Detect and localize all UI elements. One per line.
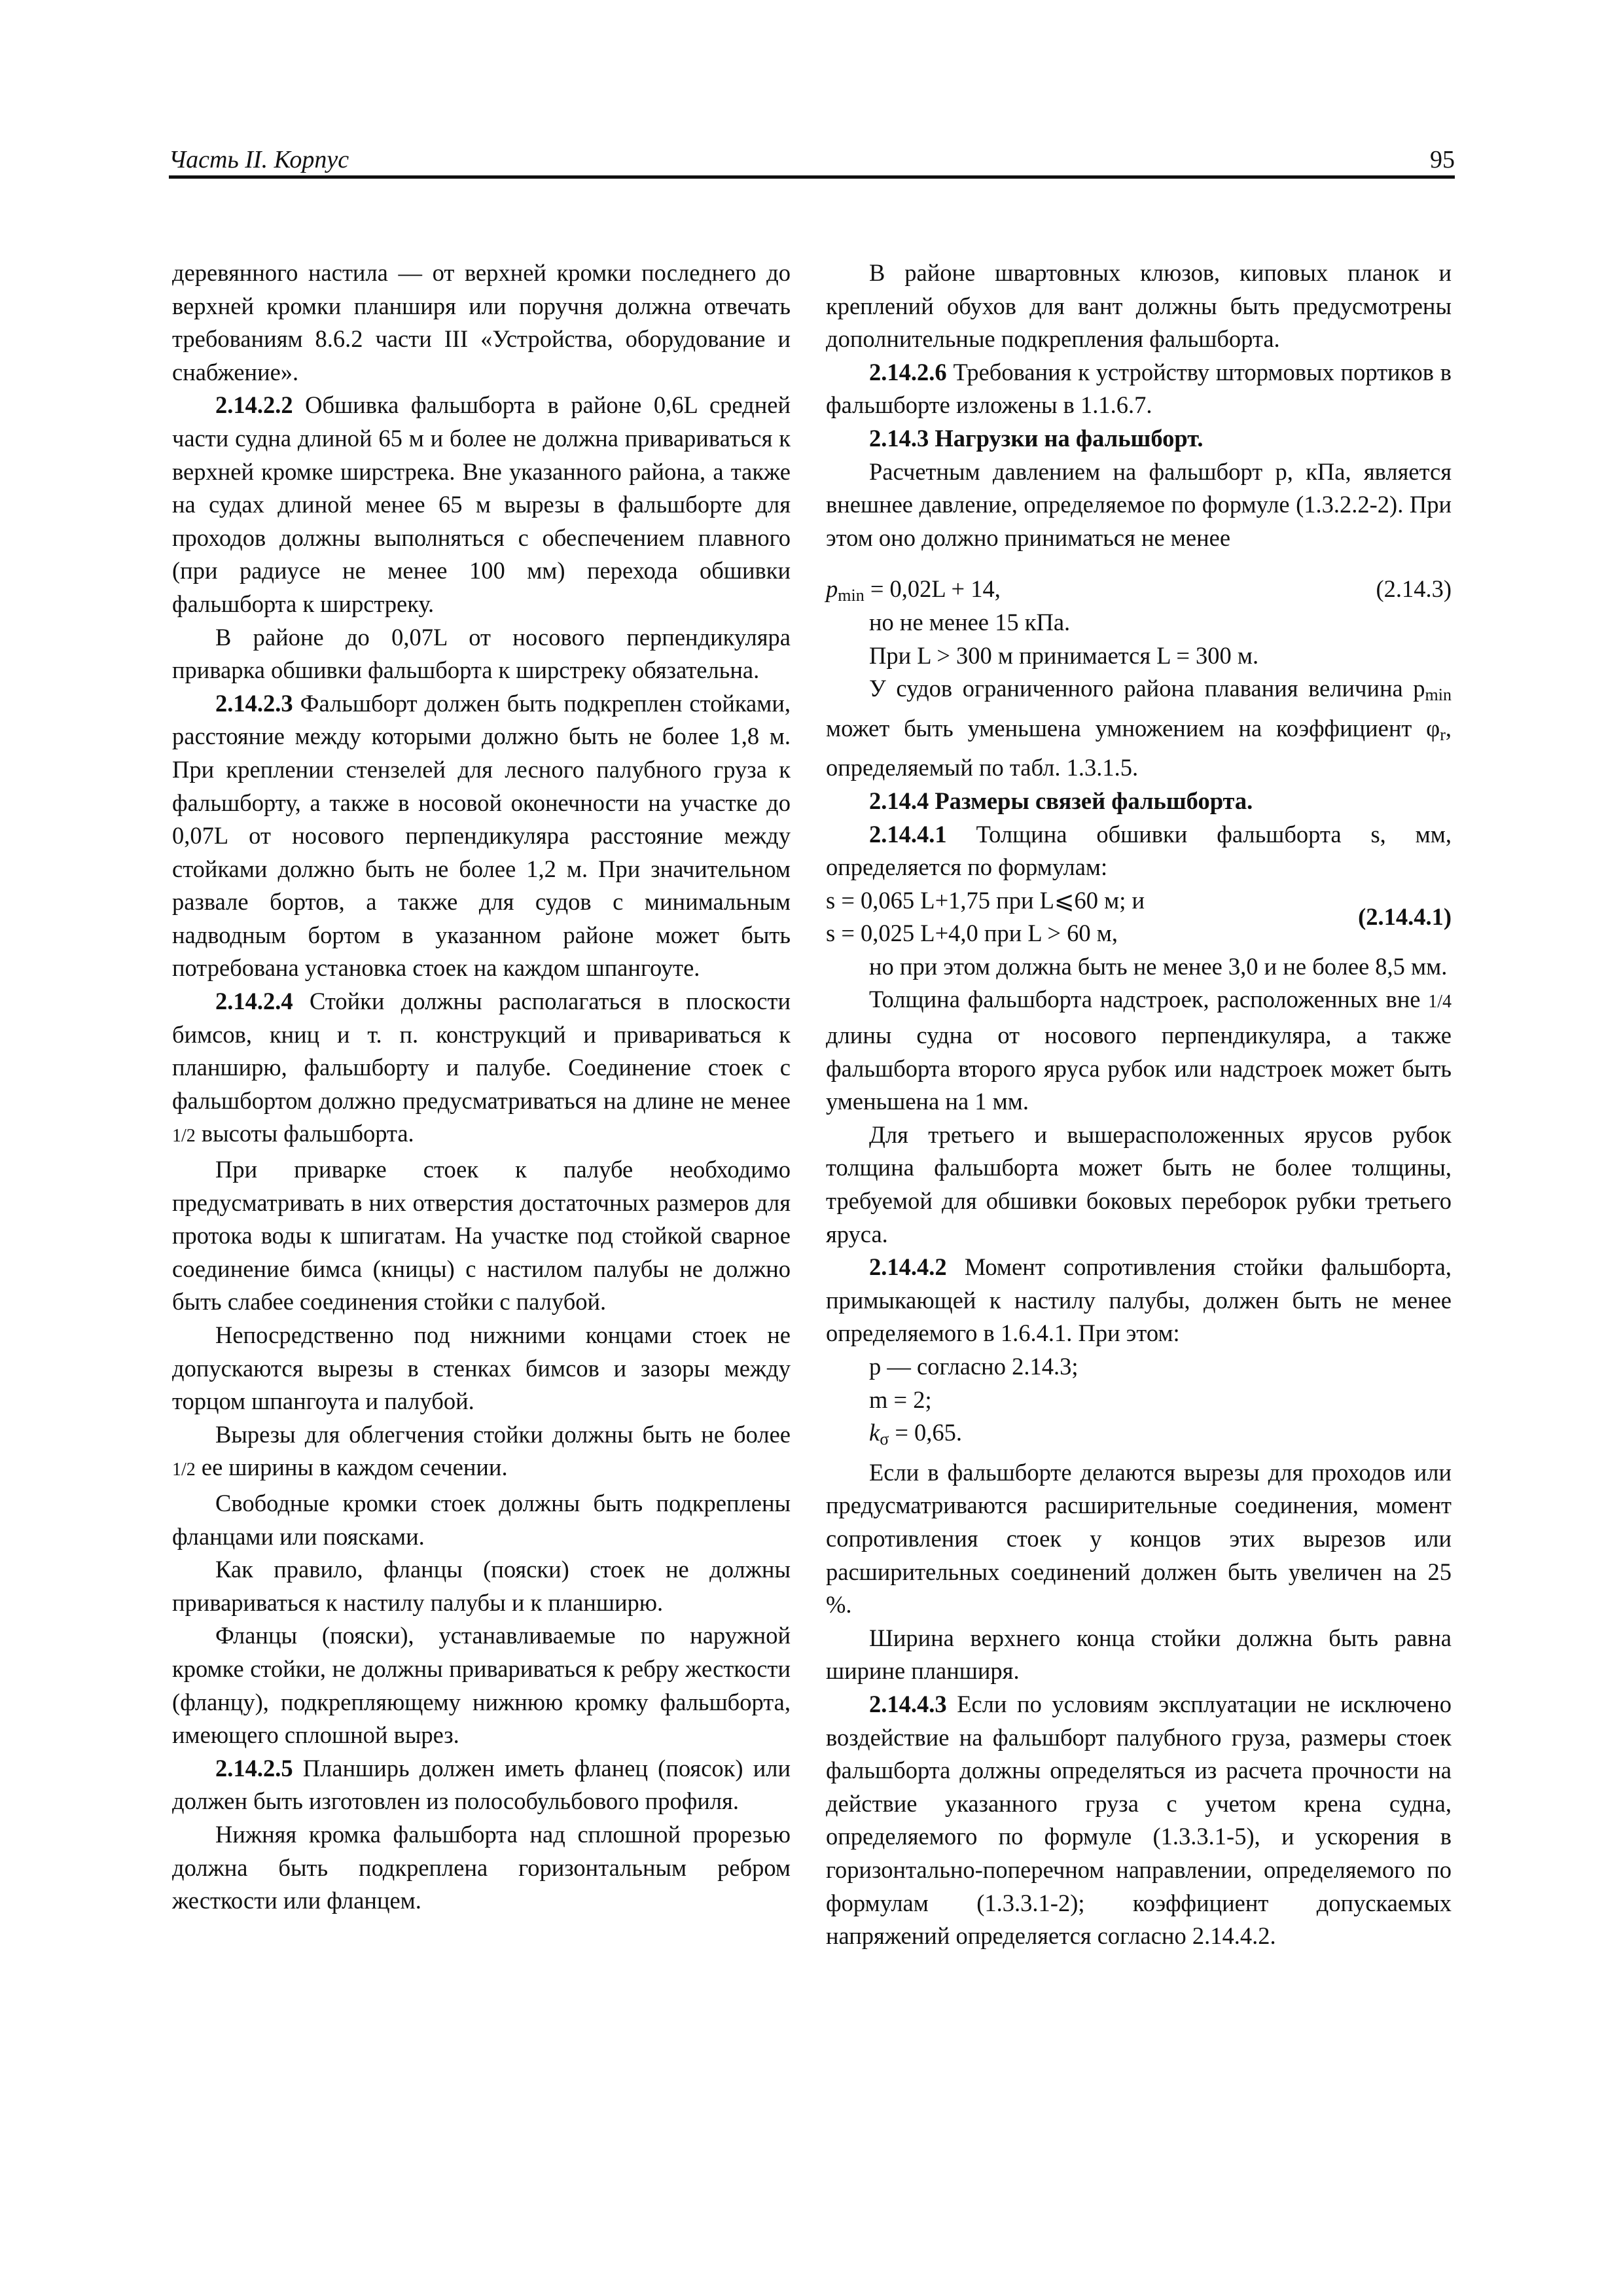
paragraph: Толщина фальшборта надстроек, расположенных вне 1/4 длины судна от носового перпендикуляра, а также фальшборта второго яруса рубок или надстроек может быть уменьшена на 1 мм.: [826, 986, 1452, 1115]
fraction: 1/2: [172, 1460, 196, 1480]
paragraph: Непосредственно под нижними концами стоек не допускаются вырезы в стенках бимсов и зазоры между торцом шпангоута и палубой.: [172, 1321, 791, 1415]
running-title: Часть II. Корпус: [169, 146, 349, 173]
section-number: 2.14.2.3: [215, 689, 293, 717]
section-number: 2.14.4.1: [869, 820, 947, 848]
section-2-14-2-3: 2.14.2.3 Фальшборт должен быть подкреплен стойками, расстояние между которыми должно быть не более 1,8 м. При креплении стензелей для лесного палубного груза к фальшборту, а также в носовой оконечности на участке до 0,07L от носового перпендикуляра расстояние между стойками должно быть не более 1,2 м. При значительном развале бортов, а также для судов с минимальным надводным бортом в указанном районе может быть потребована установка стоек на каждом шпангоуте.: [172, 689, 791, 982]
formula-number: (2.14.4.1): [1358, 903, 1452, 930]
paragraph: Вырезы для облегчения стойки должны быть не более 1/2 ее ширины в каждом сечении.: [172, 1420, 791, 1481]
paragraph: У судов ограниченного района плавания величина $p_{min}$ может быть уменьшена умножением на коэффициент $\varphi_r$, определяемый по табл. 1.3.1.5.: [826, 675, 1452, 781]
section-2-14-2-5: 2.14.2.5 Планширь должен иметь фланец (поясок) или должен быть изготовлен из полособульбового профиля.: [172, 1754, 791, 1815]
paragraph: Расчетным давлением на фальшборт p, кПа, является внешнее давление, определяемое по формуле (1.3.2.2-2). При этом оно должно приниматься не менее: [826, 457, 1452, 551]
formula-2-14-3: $p_{min} = 0,02L + 14$, (2.14.3): [826, 573, 1452, 606]
paragraph: При L > 300 м принимается L = 300 м.: [869, 641, 1259, 669]
paragraph: В районе швартовных клюзов, киповых планок и креплений обухов для вант должны быть предусмотрены дополнительные подкрепления фальшборта.: [826, 259, 1452, 353]
section-number: 2.14.2.6: [869, 358, 947, 386]
section-number: 2.14.2.4: [215, 988, 293, 1015]
paragraph: Нижняя кромка фальшборта над сплошной прорезью должна быть подкреплена горизонтальным ребром жесткости или фланцем.: [172, 1820, 791, 1914]
section-number: 2.14.4.3: [869, 1690, 947, 1717]
section-2-14-2-6: 2.14.2.6 Требования к устройству штормовых портиков в фальшборте изложены в 1.1.6.7.: [826, 358, 1452, 419]
section-2-14-2-2: 2.14.2.2 Обшивка фальшборта в районе 0,6L средней части судна длиной 65 м и более не должна привариваться к верхней кромке ширстрека. Вне указанного района, а также на судах длиной менее 65 м вырезы в фальшборте для проходов должны выполняться с обеспечением плавного (при радиусе не менее 100 мм) перехода обшивки фальшборта к ширстреку.: [172, 391, 791, 617]
fraction: 1/4: [1428, 992, 1452, 1013]
parameter-line: m = 2;: [869, 1386, 932, 1413]
paragraph: Для третьего и вышерасположенных ярусов рубок толщина фальшборта может быть не более толщины, требуемой для обшивки боковых переборок рубки третьего яруса.: [826, 1121, 1452, 1247]
parameter-line: $k_\sigma = 0,65$.: [869, 1419, 963, 1449]
paragraph: Свободные кромки стоек должны быть подкреплены фланцами или поясками.: [172, 1489, 791, 1550]
paragraph: В районе до 0,07L от носового перпендикуляра приварка обшивки фальшборта к ширстреку обязательна.: [172, 623, 791, 684]
formula-number: (2.14.3): [1376, 575, 1452, 603]
section-2-14-2-4: 2.14.2.4 Стойки должны располагаться в плоскости бимсов, книц и т. п. конструкций и привариваться к планширю, фальшборту и палубе. Соединение стоек с фальшбортом должно предусматриваться на длине не менее 1/2 высоты фальшборта.: [172, 988, 791, 1147]
section-number: 2.14.2.2: [215, 391, 293, 419]
fraction: 1/2: [172, 1126, 196, 1147]
paragraph: деревянного настила — от верхней кромки последнего до верхней кромки планширя или поручня должна отвечать требованиям 8.6.2 части III «Устройства, оборудование и снабжение».: [172, 259, 791, 386]
paragraph: но при этом должна быть не менее 3,0 и не более 8,5 мм.: [869, 952, 1448, 980]
section-number: 2.14.2.5: [215, 1754, 293, 1782]
section-2-14-4-3: 2.14.4.3 Если по условиям эксплуатации не исключено воздействие на фальшборт палубного груза, размеры стоек фальшборта должны определяться из расчета прочности на действие указанного груза с учетом крена судна, определяемого по формуле (1.3.3.1-5), и ускорения в горизонтально-поперечном направлении, определяемого по формулам (1.3.3.1-2); коэффициент допускаемых напряжений определяется согласно 2.14.4.2.: [826, 1690, 1452, 1950]
parameter-line: p — согласно 2.14.3;: [869, 1353, 1079, 1380]
section-2-14-4-2: 2.14.4.2 Момент сопротивления стойки фальшборта, примыкающей к настилу палубы, должен быть не менее определяемого в 1.6.4.1. При этом:: [826, 1253, 1452, 1347]
page-header: [169, 145, 1455, 179]
paragraph: При приварке стоек к палубе необходимо предусматривать в них отверстия достаточных размеров для протока воды к шпигатам. На участке под стойкой сварное соединение бимса (кницы) с настилом палубы не должно быть слабее соединения стойки с палубой.: [172, 1156, 791, 1316]
section-2-14-4-1: 2.14.4.1 Толщина обшивки фальшборта s, мм, определяется по формулам:: [826, 820, 1452, 881]
page-number: 95: [1430, 146, 1455, 173]
paragraph: Если в фальшборте делаются вырезы для проходов или предусматриваются расширительные соединения, момент сопротивления стоек у концов этих вырезов или расширительных соединений должен быть увеличен на 25 %.: [826, 1458, 1452, 1619]
paragraph: но не менее 15 кПа.: [869, 608, 1071, 636]
paragraph: Фланцы (пояски), устанавливаемые по наружной кромке стойки, не должны привариваться к ребру жесткости (фланцу), подкрепляющему нижнюю кромку фальшборта, имеющего сплошной вырез.: [172, 1622, 791, 1749]
formula-2-14-4-1: s = 0,065 L+1,75 при L⩽60 м; и s = 0,025 L+4,0 при L > 60 м, (2.14.4.1): [826, 886, 1452, 947]
right-column: [826, 257, 1452, 1953]
section-heading-2-14-4: 2.14.4 Размеры связей фальшборта.: [869, 787, 1253, 814]
paragraph: Как правило, фланцы (пояски) стоек не должны привариваться к настилу палубы и к планширю.: [172, 1556, 791, 1616]
section-number: 2.14.4.2: [869, 1253, 947, 1281]
header-rule: [169, 175, 1455, 179]
left-column: [172, 257, 791, 1918]
section-heading-2-14-3: 2.14.3 Нагрузки на фальшборт.: [869, 424, 1204, 452]
paragraph: Ширина верхнего конца стойки должна быть равна ширине планширя.: [826, 1624, 1452, 1685]
